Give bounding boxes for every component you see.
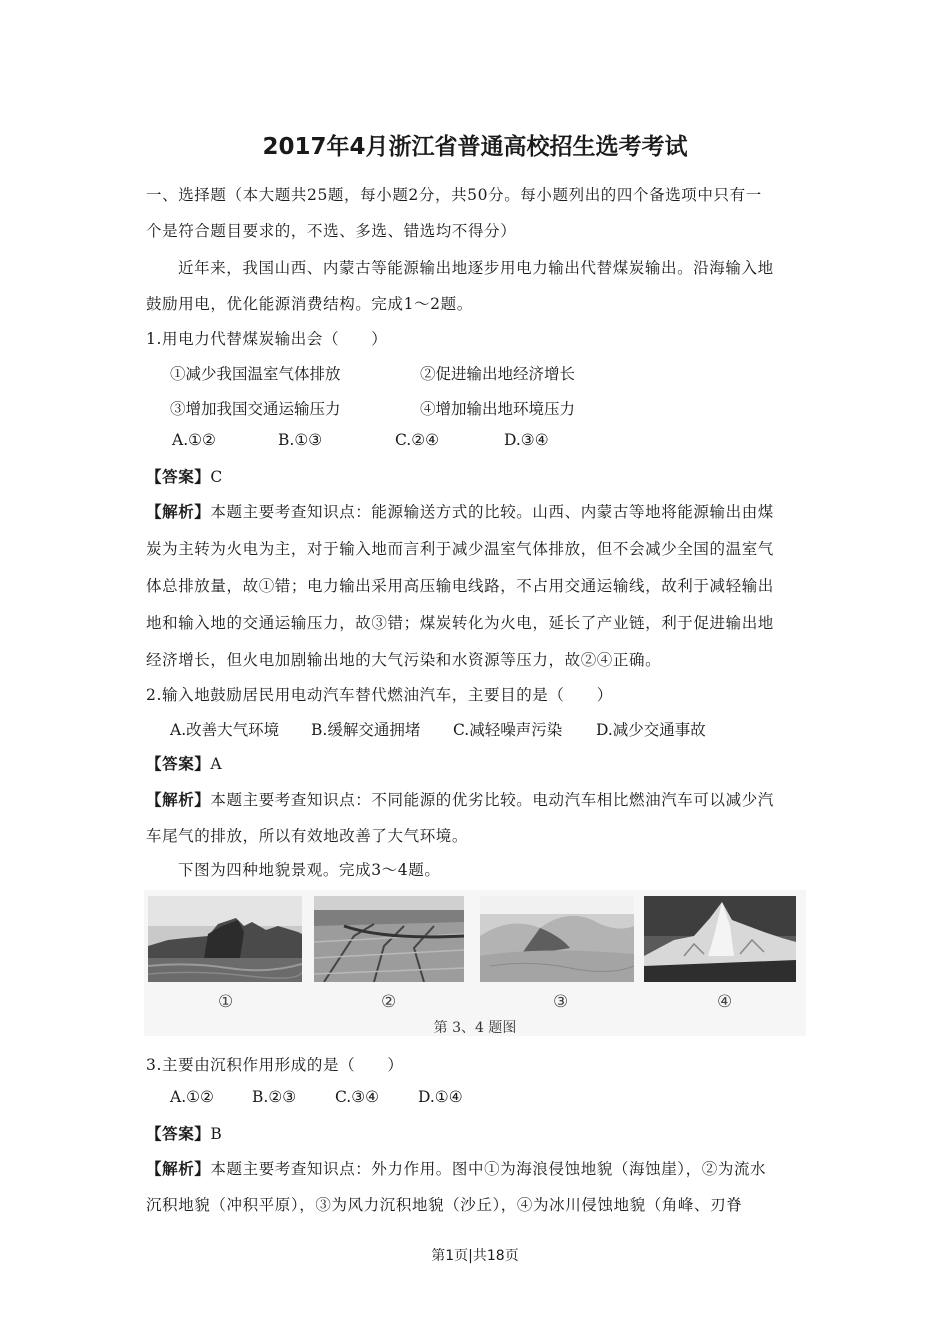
question-3-text: 3.主要由沉积作用形成的是（ ） xyxy=(146,1056,404,1074)
q3-analysis-row xyxy=(146,1157,766,1179)
q1-analysis-line-5: 经济增长，但火电加剧输出地的大气污染和水资源等压力，故②④正确。 xyxy=(146,651,662,669)
q3-option-b: B.②③ xyxy=(252,1088,297,1106)
glacial-peak-photo xyxy=(644,896,796,982)
q2-analysis-row xyxy=(146,788,774,810)
page-footer: 第1页|共18页 xyxy=(431,1248,519,1264)
question-2-text: 2.输入地鼓励居民用电动汽车替代燃油汽车，主要目的是（ ） xyxy=(146,686,613,704)
q3-analysis-line-1: 本题主要考查知识点：外力作用。图中①为海浪侵蚀地貌（海蚀崖），②为流水 xyxy=(210,1160,767,1178)
q2-option-a: A.改善大气环境 xyxy=(170,721,280,739)
q3-option-d: D.①④ xyxy=(418,1088,463,1106)
figure-label-2: ② xyxy=(381,992,397,1012)
q3-option-a: A.①② xyxy=(170,1088,214,1106)
q1-statement-4: ④增加输出地环境压力 xyxy=(420,400,576,418)
figure-label-3: ③ xyxy=(553,992,569,1012)
analysis-label: 【解析】 xyxy=(146,503,211,521)
q2-option-c: C.减轻噪声污染 xyxy=(453,721,563,739)
q1-option-b: B.①③ xyxy=(278,431,323,449)
q1-statement-3: ③增加我国交通运输压力 xyxy=(170,400,341,418)
alluvial-plain-photo xyxy=(314,896,464,982)
q2-analysis-line-1: 本题主要考查知识点：不同能源的优劣比较。电动汽车相比燃油汽车可以减少汽 xyxy=(210,791,774,809)
q2-option-d: D.减少交通事故 xyxy=(596,721,706,739)
q1-statement-2: ②促进输出地经济增长 xyxy=(420,365,576,383)
stem-1-2-line-2: 鼓励用电，优化能源消费结构。完成1～2题。 xyxy=(146,295,473,313)
figure-caption: 第 3、4 题图 xyxy=(433,1020,517,1036)
section-intro-line-2: 个是符合题目要求的，不选、多选、错选均不得分） xyxy=(146,222,517,240)
q3-analysis-line-2: 沉积地貌（冲积平原），③为风力沉积地貌（沙丘），④为冰川侵蚀地貌（角峰、刃脊 xyxy=(146,1196,743,1214)
q3-answer: B xyxy=(210,1125,223,1143)
page-title: 2017年4月浙江省普通高校招生选考考试 xyxy=(262,134,688,160)
q1-analysis-row xyxy=(146,500,774,522)
q1-answer: C xyxy=(210,468,223,486)
sea-cliff-photo xyxy=(148,896,302,982)
q1-option-c: C.②④ xyxy=(395,431,440,449)
q2-option-b: B.缓解交通拥堵 xyxy=(311,721,421,739)
q3-option-c: C.③④ xyxy=(335,1088,380,1106)
q2-answer: A xyxy=(210,755,223,773)
question-1-text: 1.用电力代替煤炭输出会（ ） xyxy=(146,330,388,348)
figure-label-1: ① xyxy=(218,992,234,1012)
landform-figure xyxy=(144,890,806,1036)
stem-3-4: 下图为四种地貌景观。完成3～4题。 xyxy=(178,861,441,879)
answer-label: 【答案】 xyxy=(146,468,211,486)
q1-analysis-line-3: 体总排放量，故①错；电力输出采用高压输电线路，不占用交通运输线，故利于减轻输出 xyxy=(146,577,774,595)
q1-analysis-line-2: 炭为主转为火电为主，对于输入地而言利于减少温室气体排放，但不会减少全国的温室气 xyxy=(146,540,774,558)
q2-answer-row xyxy=(146,752,222,774)
answer-label: 【答案】 xyxy=(146,1125,211,1143)
q1-analysis-line-1: 本题主要考查知识点：能源输送方式的比较。山西、内蒙古等地将能源输出由煤 xyxy=(210,503,774,521)
answer-label: 【答案】 xyxy=(146,755,211,773)
q3-answer-row xyxy=(146,1122,222,1144)
section-intro-line-1: 一、选择题（本大题共25题，每小题2分，共50分。每小题列出的四个备选项中只有一 xyxy=(146,186,762,204)
q2-analysis-line-2: 车尾气的排放，所以有效地改善了大气环境。 xyxy=(146,827,469,845)
q1-option-d: D.③④ xyxy=(504,431,549,449)
q1-statement-1: ①减少我国温室气体排放 xyxy=(170,365,341,383)
analysis-label: 【解析】 xyxy=(146,1160,211,1178)
analysis-label: 【解析】 xyxy=(146,791,211,809)
q1-analysis-line-4: 地和输入地的交通运输压力，故③错；煤炭转化为火电，延长了产业链，利于促进输出地 xyxy=(146,614,774,632)
stem-1-2-line-1: 近年来，我国山西、内蒙古等能源输出地逐步用电力输出代替煤炭输出。沿海输入地 xyxy=(178,259,774,277)
figure-label-4: ④ xyxy=(717,992,733,1012)
q1-option-a: A.①② xyxy=(172,431,216,449)
sand-dune-photo xyxy=(480,896,634,982)
q1-answer-row xyxy=(146,465,223,487)
